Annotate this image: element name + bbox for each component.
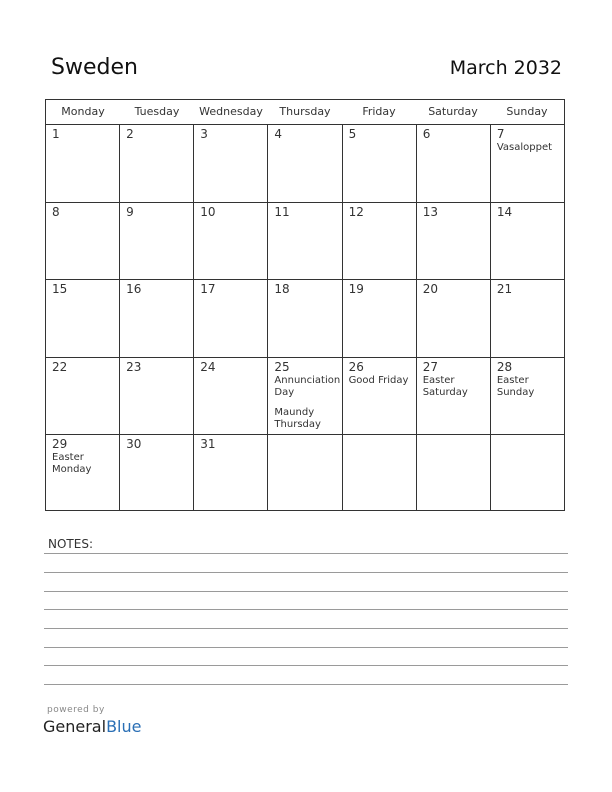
note-line — [44, 591, 568, 592]
day-number: 5 — [348, 127, 357, 141]
day-cell — [46, 203, 119, 279]
weekday-header: Thursday — [279, 105, 331, 118]
note-line — [44, 553, 568, 554]
weekday-header: Sunday — [506, 105, 548, 118]
day-number: 17 — [200, 282, 216, 297]
holiday-label: Easter Saturday — [422, 374, 468, 398]
day-cell — [119, 203, 193, 279]
day-cell — [119, 358, 193, 434]
holiday-label: Good Friday — [348, 374, 409, 386]
country-title: Sweden — [51, 55, 138, 80]
month-year-title: March 2032 — [449, 57, 562, 79]
day-number: 11 — [274, 205, 290, 220]
day-cell — [490, 280, 564, 356]
day-cell — [46, 125, 119, 202]
day-cell — [193, 435, 267, 511]
day-cell — [193, 125, 267, 202]
day-number: 13 — [422, 205, 438, 220]
powered-by-text: powered by — [47, 705, 105, 715]
day-cell — [267, 435, 341, 511]
day-number: 27 — [422, 359, 438, 374]
note-line — [44, 572, 568, 573]
generalblue-logo — [43, 717, 141, 736]
weekday-header: Tuesday — [134, 105, 180, 118]
day-number: 8 — [52, 205, 60, 220]
day-cell — [267, 280, 341, 356]
day-cell — [119, 125, 193, 202]
day-cell — [267, 203, 341, 279]
weekday-header: Saturday — [428, 105, 478, 118]
day-number: 12 — [348, 205, 364, 220]
day-cell — [46, 358, 119, 434]
day-number: 29 — [52, 436, 68, 451]
day-number: 31 — [200, 436, 216, 451]
day-cell — [416, 280, 490, 356]
notes-label: NOTES: — [48, 537, 93, 551]
calendar-grid — [45, 99, 565, 511]
day-cell — [119, 435, 193, 511]
day-number: 25 — [274, 359, 290, 374]
weeks-container — [46, 125, 564, 511]
day-number: 16 — [126, 282, 142, 297]
day-cell — [193, 203, 267, 279]
day-number: 24 — [200, 359, 216, 374]
note-line — [44, 684, 568, 685]
day-number: 1 — [52, 127, 60, 141]
note-line — [44, 628, 568, 629]
day-cell — [46, 435, 119, 511]
day-cell — [416, 435, 490, 511]
day-cell — [490, 203, 564, 279]
day-cell — [119, 280, 193, 356]
day-cell — [46, 280, 119, 356]
day-number: 21 — [496, 282, 513, 297]
logo-blue: Blue — [106, 717, 142, 736]
day-number: 3 — [200, 127, 208, 141]
day-number: 15 — [52, 282, 68, 297]
day-cell — [490, 358, 564, 434]
day-number: 18 — [274, 282, 290, 297]
day-cell — [267, 358, 341, 434]
day-number: 23 — [126, 359, 142, 374]
note-line — [44, 665, 568, 666]
day-number: 2 — [126, 127, 134, 141]
day-cell — [342, 280, 416, 356]
day-number: 20 — [422, 282, 438, 297]
week-row — [46, 279, 564, 356]
day-number: 9 — [126, 205, 134, 220]
day-number: 7 — [496, 127, 505, 141]
day-cell — [416, 358, 490, 434]
day-number: 22 — [52, 359, 68, 374]
holiday-label: Easter Sunday — [496, 374, 535, 398]
day-number: 28 — [496, 359, 513, 374]
day-number: 19 — [348, 282, 364, 297]
weekday-header: Monday — [61, 105, 105, 118]
day-cell — [416, 125, 490, 202]
weekday-header-row — [46, 100, 564, 125]
week-row — [46, 202, 564, 279]
day-number: 6 — [422, 127, 431, 141]
day-number: 30 — [126, 436, 142, 451]
note-line — [44, 647, 568, 648]
day-cell — [193, 358, 267, 434]
week-row — [46, 125, 564, 202]
holiday-label: Maundy Thursday — [274, 406, 321, 430]
day-number: 26 — [348, 359, 364, 374]
day-cell — [342, 435, 416, 511]
weekday-header: Friday — [362, 105, 396, 118]
weekday-header: Wednesday — [199, 105, 263, 118]
day-number: 4 — [274, 127, 283, 141]
holiday-label: Vasaloppet — [496, 142, 553, 153]
week-row — [46, 434, 564, 511]
day-cell — [490, 435, 564, 511]
day-cell — [267, 125, 341, 202]
holiday-label: Easter Monday — [52, 451, 92, 475]
note-line — [44, 609, 568, 610]
logo-general: General — [43, 717, 107, 736]
day-cell — [342, 358, 416, 434]
week-row — [46, 357, 564, 434]
day-number: 14 — [496, 205, 513, 220]
day-cell — [193, 280, 267, 356]
day-cell — [416, 203, 490, 279]
day-cell — [342, 203, 416, 279]
holiday-label: Annunciation Day — [274, 374, 341, 398]
day-cell — [342, 125, 416, 202]
day-cell — [490, 125, 564, 202]
day-number: 10 — [200, 205, 216, 220]
